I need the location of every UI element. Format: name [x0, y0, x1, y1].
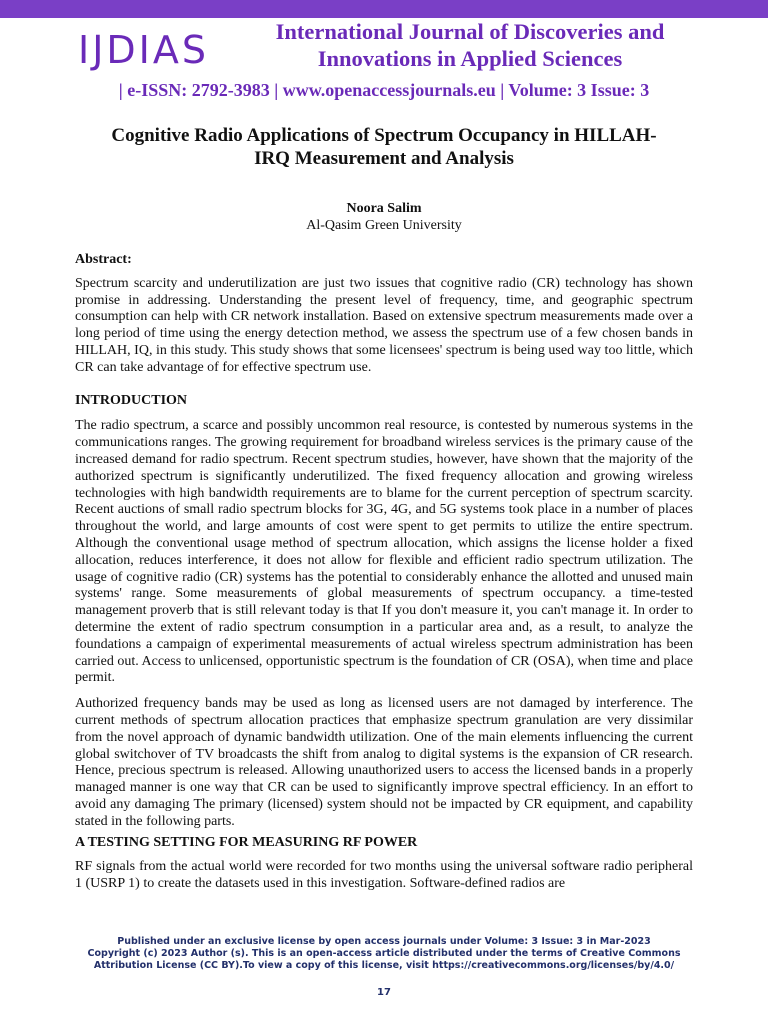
testing-paragraph: RF signals from the actual world were recorded for two months using the universal software radio peripheral 1 (USRP 1) to create the datasets used in this investigation. Software-defined radios are [75, 859, 693, 892]
abstract-text: Spectrum scarcity and underutilization are just two issues that cognitive radio (CR) technology has shown promise in addressing. Understanding the present level of frequency, time, and geographic spectrum consumption can help with CR network installation. Based on extensive spectrum measurements made over a long period of time using the energy detection method, we assess the spectrum use of a few chosen bands in HILLAH, IQ, in this study. This study shows that some licensees' spectrum is being used way too little, which CR can take advantage of for effective spectrum use. [75, 275, 693, 375]
introduction-heading: INTRODUCTION [75, 392, 188, 408]
author-name: Noora Salim [346, 201, 422, 216]
testing-heading: A TESTING SETTING FOR MEASURING RF POWER [75, 834, 418, 850]
license-footer [60, 936, 708, 972]
page-number: 17 [377, 987, 391, 998]
paper-title-line1: Cognitive Radio Applications of Spectrum Occupancy in HILLAH- [111, 125, 657, 146]
introduction-paragraph-1: The radio spectrum, a scarce and possibly uncommon real resource, is contested by numerous systems in the communications ranges. The growing requirement for broadband wireless services is the primary cause of the increased demand for radio spectrum. Recent spectrum studies, however, have shown that the majority of the authorized spectrum is significantly underutilized. The fixed frequency allocation and growing wireless technologies with high bandwidth requirements are to blame for the current perception of spectrum scarcity. Recent auctions of small radio spectrum blocks for 3G, 4G, and 5G systems took place in a number of places throughout the world, and large amounts of cost were spent to get permits to utilize the entire spectrum. Although the conventional usage method of spectrum allocation, which assigns the license holder a fixed allocation, reduces interference, it does not allow for flexible and efficient radio spectrum utilization. The usage of cognitive radio (CR) systems has the potential to considerably enhance the allotted and unused main systems' range. Some measurements of global measurements of spectrum occupancy. a time-tested management proverb that is still relevant today is that If you don't measure it, you can't manage it. In order to determine the extent of radio spectrum consumption in a particular area and, as a result, to analyze the foundations a campaign of experimental measurements of actual wireless spectrum administration has been carried out. Access to unlicensed, opportunistic spectrum is the foundation of CR (OSA), when time and place permit. [75, 418, 693, 686]
top-color-bar [0, 0, 768, 18]
journal-name [236, 18, 704, 72]
paper-title [60, 124, 708, 170]
introduction-paragraph-2: Authorized frequency bands may be used as long as licensed users are not damaged by interference. The current methods of spectrum allocation practices that emphasize spectrum granulation are very dissimilar from the novel approach of dynamic bandwidth utilization. One of the main elements influencing the current global switchover of TV broadcasts the shift from analog to digital systems is the expansion of CR research. Hence, precious spectrum is released. Allowing unauthorized users to access the licensed bands in a properly managed manner is one way that CR can be used to significantly improve spectral efficiency. In an effort to avoid any damaging The primary (licensed) system should not be impacted by CR equipment, and capability stated in the following parts. [75, 696, 693, 829]
abstract-heading: Abstract: [75, 252, 132, 267]
author-affiliation: Al-Qasim Green University [306, 218, 462, 233]
footer-line1: Published under an exclusive license by open access journals under Volume: 3 Issue: 3 in Mar-2023 [117, 936, 651, 947]
journal-name-line2: Innovations in Applied Sciences [317, 46, 623, 71]
footer-line3: Attribution License (CC BY).To view a copy of this license, visit https://creativecommons.org/licenses/by/4.0/ [93, 960, 675, 971]
article-body [75, 252, 693, 893]
journal-name-line1: International Journal of Discoveries and [275, 19, 665, 44]
paper-title-line2: IRQ Measurement and Analysis [254, 148, 514, 169]
footer-line2: Copyright (c) 2023 Author (s). This is an open-access article distributed under the terms of Creative Commons [87, 948, 681, 959]
issn-line: | e-ISSN: 2792-3983 | www.openaccessjournals.eu | Volume: 3 Issue: 3 [118, 80, 650, 100]
journal-logo: IJDIAS [78, 28, 209, 72]
